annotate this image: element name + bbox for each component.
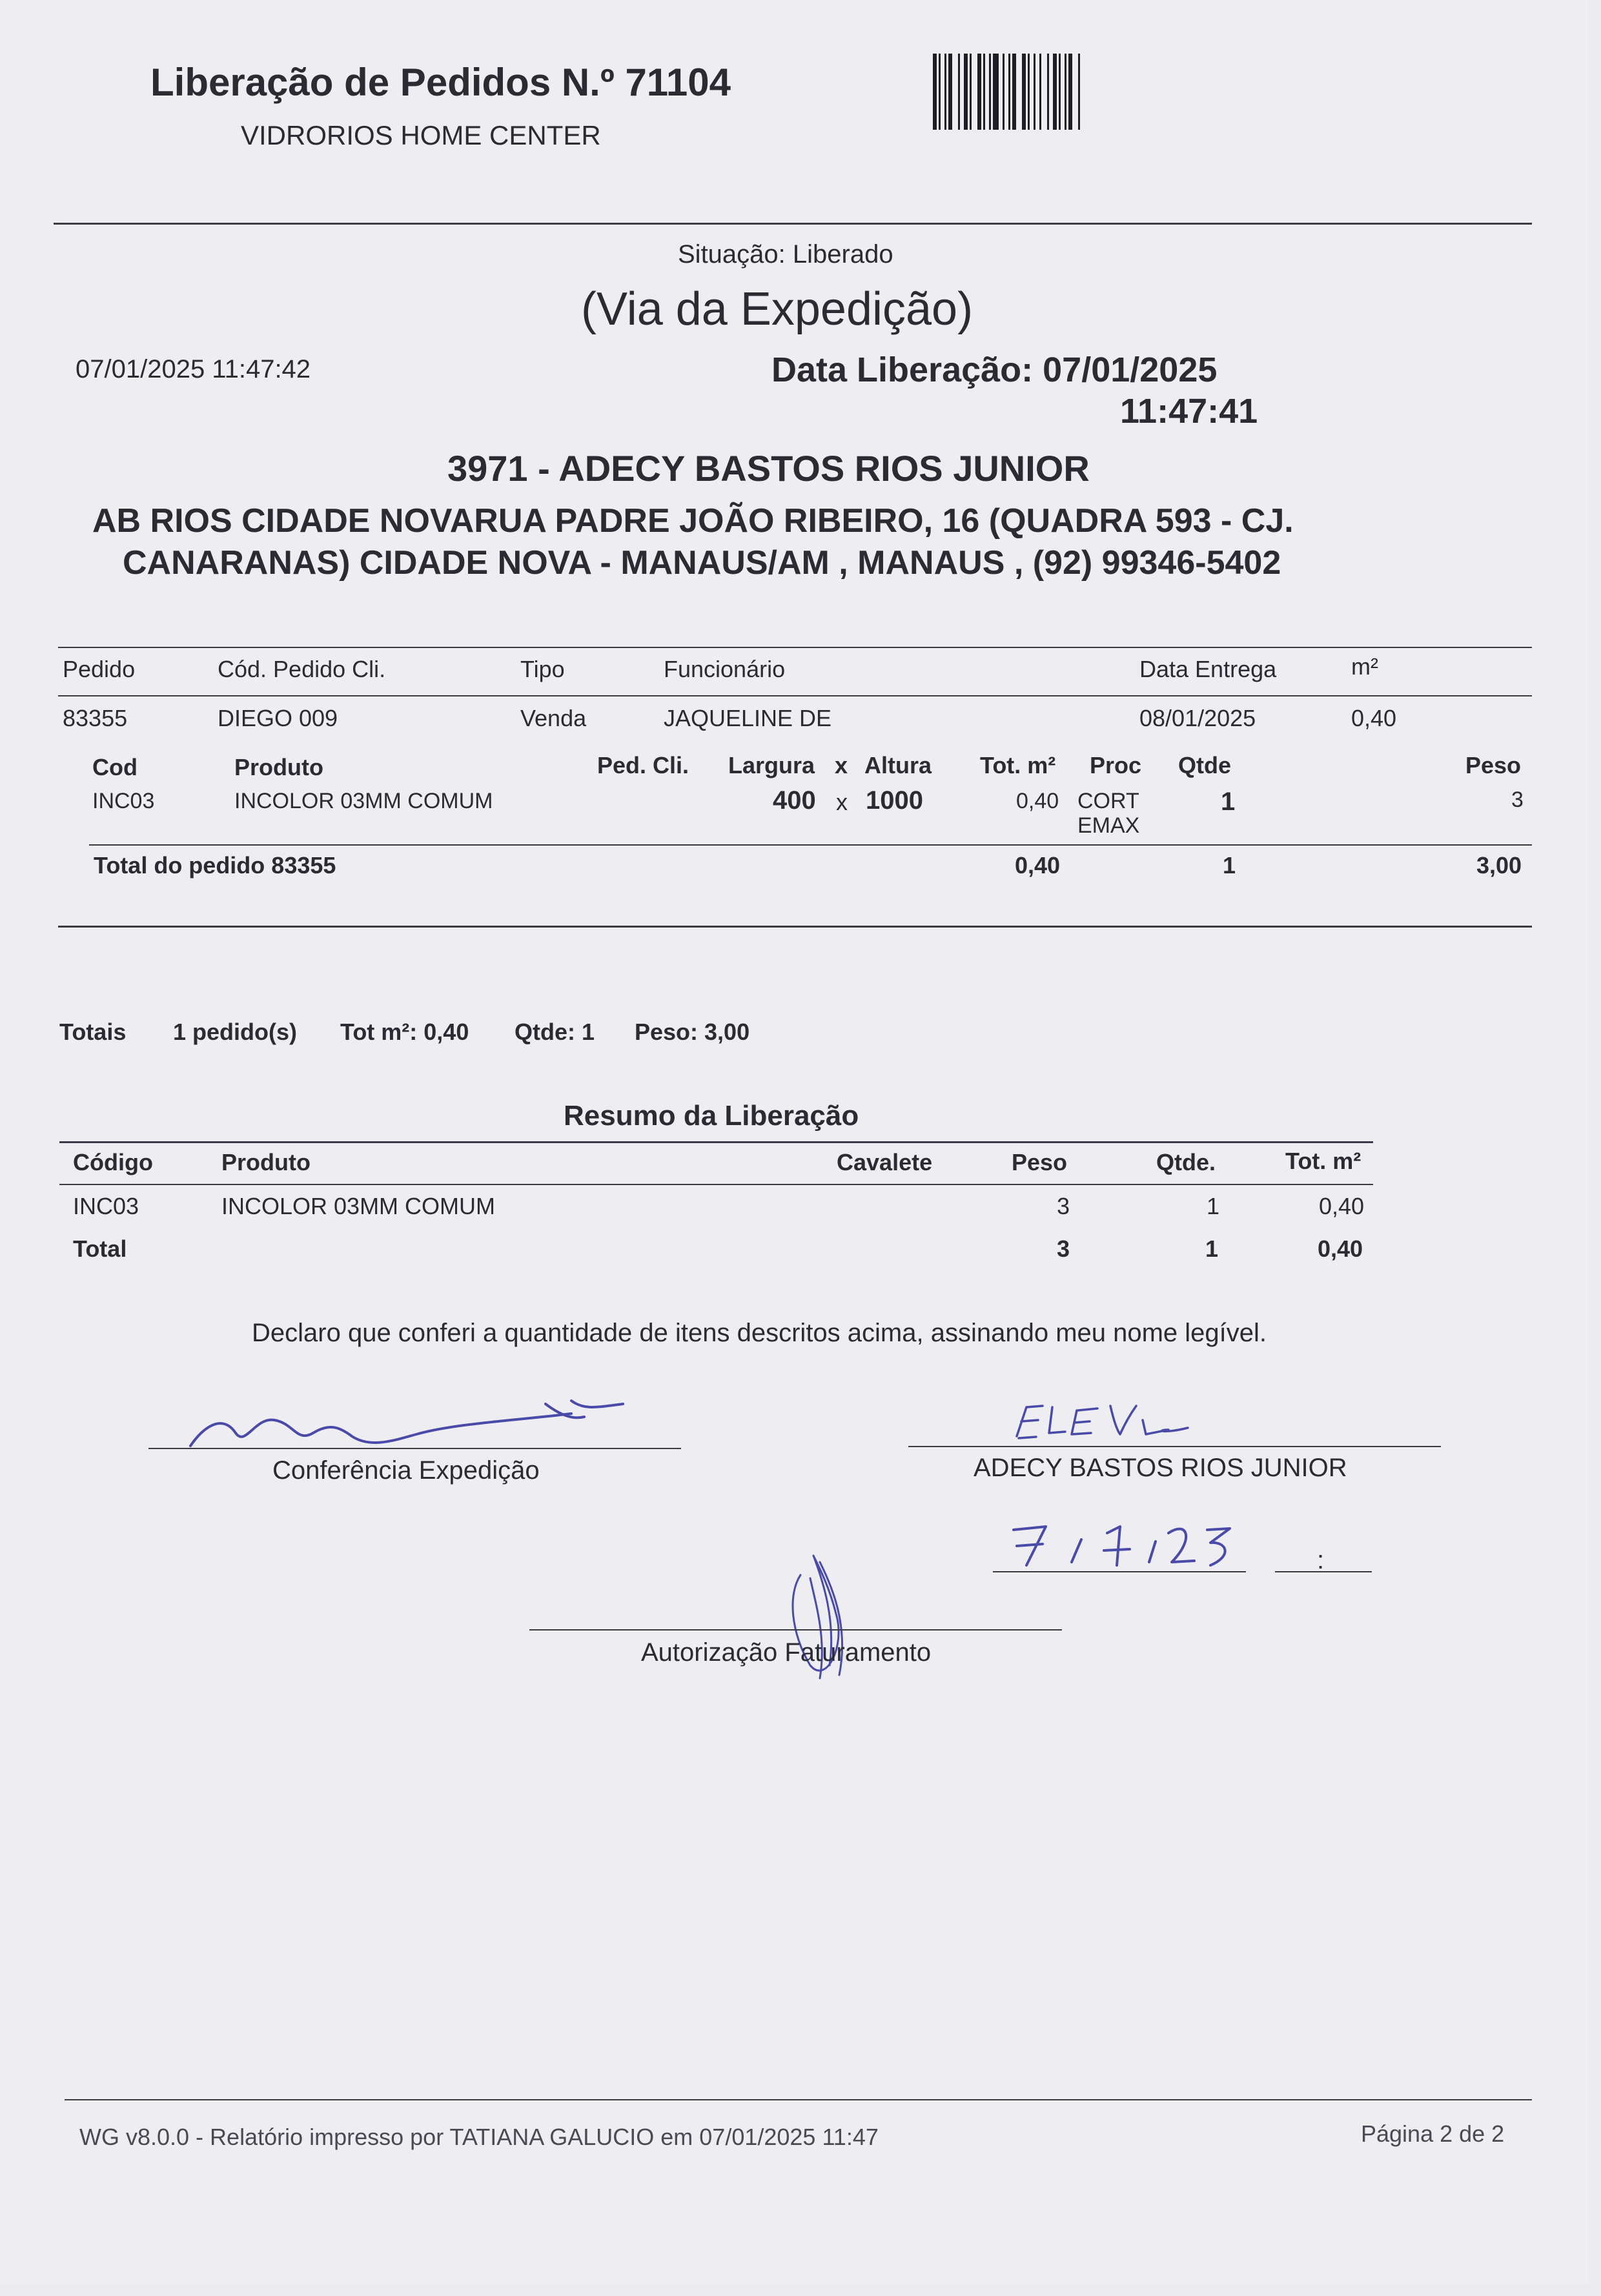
print-datetime: 07/01/2025 11:47:42 (76, 355, 311, 383)
time-placeholder: : (1317, 1546, 1325, 1574)
barcode-bar (983, 54, 985, 130)
summary-total-peso: 3 (1057, 1235, 1070, 1262)
barcode-bar (993, 54, 999, 130)
col-funcionario: Funcionário (664, 656, 786, 682)
summary-tot-m2: 0,40 (1319, 1193, 1365, 1219)
header-divider (54, 223, 1532, 225)
status-text: Situação: Liberado (678, 240, 893, 269)
barcode-bar (1053, 54, 1057, 130)
barcode-bar (1003, 54, 1004, 130)
autorizacao-signature-line (529, 1629, 1062, 1631)
totals-label: Totais (59, 1019, 127, 1045)
summary-product: INCOLOR 03MM COMUM (221, 1193, 496, 1219)
client-name: 3971 - ADECY BASTOS RIOS JUNIOR (447, 448, 1090, 489)
order-type: Venda (520, 705, 587, 731)
barcode-bar (970, 54, 972, 130)
col-tipo: Tipo (520, 656, 565, 682)
col-peso: Peso (1465, 752, 1522, 778)
order-total-label: Total do pedido 83355 (94, 852, 336, 879)
barcode-bar (958, 54, 960, 130)
barcode-bar (1047, 54, 1049, 130)
date-line (993, 1571, 1246, 1572)
col-altura: Altura (864, 752, 932, 778)
barcode-bar (1068, 54, 1072, 130)
barcode-bar (1039, 54, 1041, 130)
item-table-total-rule (89, 844, 1532, 846)
col-produto: Produto (234, 754, 323, 780)
footer-report-info: WG v8.0.0 - Relatório impresso por TATIANA GALUCIO em 07/01/2025 11:47 (79, 2124, 879, 2150)
summary-total-tot-m2: 0,40 (1318, 1235, 1363, 1262)
summary-col-codigo: Código (73, 1149, 153, 1175)
totals-qtde: Qtde: 1 (515, 1019, 595, 1045)
col-cod-pedido-cli: Cód. Pedido Cli. (218, 656, 386, 682)
copy-label: (Via da Expedição) (581, 283, 974, 335)
summary-total-qtde: 1 (1205, 1235, 1219, 1262)
release-time: 11:47:41 (1120, 392, 1258, 431)
footer-page-number: Página 2 de 2 (1361, 2120, 1505, 2147)
client-address-line2: CANARANAS) CIDADE NOVA - MANAUS/AM , MANAUS , (92) 99346-5402 (123, 544, 1281, 582)
order-table-top-rule (58, 647, 1532, 648)
summary-total-label: Total (73, 1235, 127, 1262)
client-signature (1007, 1394, 1265, 1452)
order-section-divider (58, 926, 1532, 928)
item-code: INC03 (92, 789, 155, 813)
barcode-bar (1028, 54, 1030, 130)
summary-col-produto: Produto (221, 1149, 311, 1175)
conferencia-label: Conferência Expedição (272, 1456, 540, 1485)
col-m2: m² (1351, 653, 1378, 680)
item-product: INCOLOR 03MM COMUM (234, 789, 493, 813)
item-proc-line2: EMAX (1077, 813, 1140, 838)
summary-header-rule (59, 1184, 1373, 1185)
conferencia-signature-line (148, 1448, 681, 1449)
totals-m2: Tot m²: 0,40 (340, 1019, 469, 1045)
client-address-line1: AB RIOS CIDADE NOVARUA PADRE JOÃO RIBEIRO, 16 (QUADRA 593 - CJ. (92, 502, 1294, 540)
barcode-bar (1059, 54, 1061, 130)
col-x: x (835, 752, 848, 778)
footer-rule (65, 2099, 1532, 2100)
summary-title: Resumo da Liberação (564, 1100, 859, 1132)
summary-col-peso: Peso (1012, 1149, 1068, 1175)
barcode-bar (1065, 54, 1066, 130)
order-total-peso: 3,00 (1476, 852, 1522, 879)
col-ped-cli: Ped. Cli. (597, 752, 689, 778)
col-tot-m2: Tot. m² (980, 752, 1056, 778)
col-data-entrega: Data Entrega (1139, 656, 1277, 682)
declaration-text: Declaro que conferi a quantidade de itens descritos acima, assinando meu nome legível. (252, 1319, 1267, 1347)
handwritten-date (1001, 1510, 1259, 1575)
item-peso: 3 (1511, 787, 1524, 812)
barcode-bar (989, 54, 991, 130)
barcode-bar (948, 54, 952, 130)
barcode-bar (933, 54, 937, 130)
col-largura: Largura (728, 752, 815, 778)
summary-peso: 3 (1057, 1193, 1070, 1219)
summary-col-tot-m2: Tot. m² (1285, 1148, 1361, 1174)
delivery-date: 08/01/2025 (1139, 705, 1256, 731)
col-proc: Proc (1090, 752, 1142, 778)
item-width: 400 (773, 786, 816, 815)
barcode-bar (1078, 54, 1080, 130)
barcode-bar (1008, 54, 1010, 130)
company-name: VIDRORIOS HOME CENTER (241, 120, 601, 150)
col-pedido: Pedido (63, 656, 136, 682)
col-qtde: Qtde (1178, 752, 1232, 778)
item-qtde: 1 (1221, 787, 1236, 816)
barcode-bar (1012, 54, 1016, 130)
client-signature-label: ADECY BASTOS RIOS JUNIOR (974, 1454, 1347, 1482)
barcode-bar (964, 54, 968, 130)
barcode-bar (1022, 54, 1026, 130)
order-table-header-rule (58, 695, 1532, 696)
client-order-code: DIEGO 009 (218, 705, 338, 731)
order-total-qtde: 1 (1223, 852, 1236, 879)
item-proc-line1: CORT (1077, 789, 1139, 813)
barcode-bar (944, 54, 946, 130)
client-signature-line (908, 1446, 1441, 1447)
autorizacao-label: Autorização Faturamento (641, 1638, 932, 1667)
summary-col-qtde: Qtde. (1156, 1149, 1216, 1175)
barcode-bar (1034, 54, 1035, 130)
release-date: Data Liberação: 07/01/2025 (771, 350, 1218, 389)
autorizacao-signature (775, 1536, 872, 1691)
col-cod: Cod (92, 754, 138, 780)
document-title: Liberação de Pedidos N.º 71104 (150, 61, 731, 104)
totals-orders: 1 pedido(s) (173, 1019, 298, 1045)
barcode-bar (977, 54, 981, 130)
order-total-m2: 0,40 (1015, 852, 1061, 879)
summary-col-cavalete: Cavalete (837, 1149, 933, 1175)
employee: JAQUELINE DE (664, 705, 832, 731)
summary-code: INC03 (73, 1193, 139, 1219)
summary-top-rule (59, 1141, 1373, 1143)
item-tot-m2: 0,40 (1016, 789, 1059, 813)
item-x: x (836, 789, 848, 815)
barcode-bar (939, 54, 941, 130)
summary-qtde: 1 (1207, 1193, 1220, 1219)
totals-peso: Peso: 3,00 (635, 1019, 750, 1045)
order-m2: 0,40 (1351, 705, 1397, 731)
item-height: 1000 (866, 786, 923, 815)
order-number: 83355 (63, 705, 128, 731)
barcode (932, 54, 1191, 131)
